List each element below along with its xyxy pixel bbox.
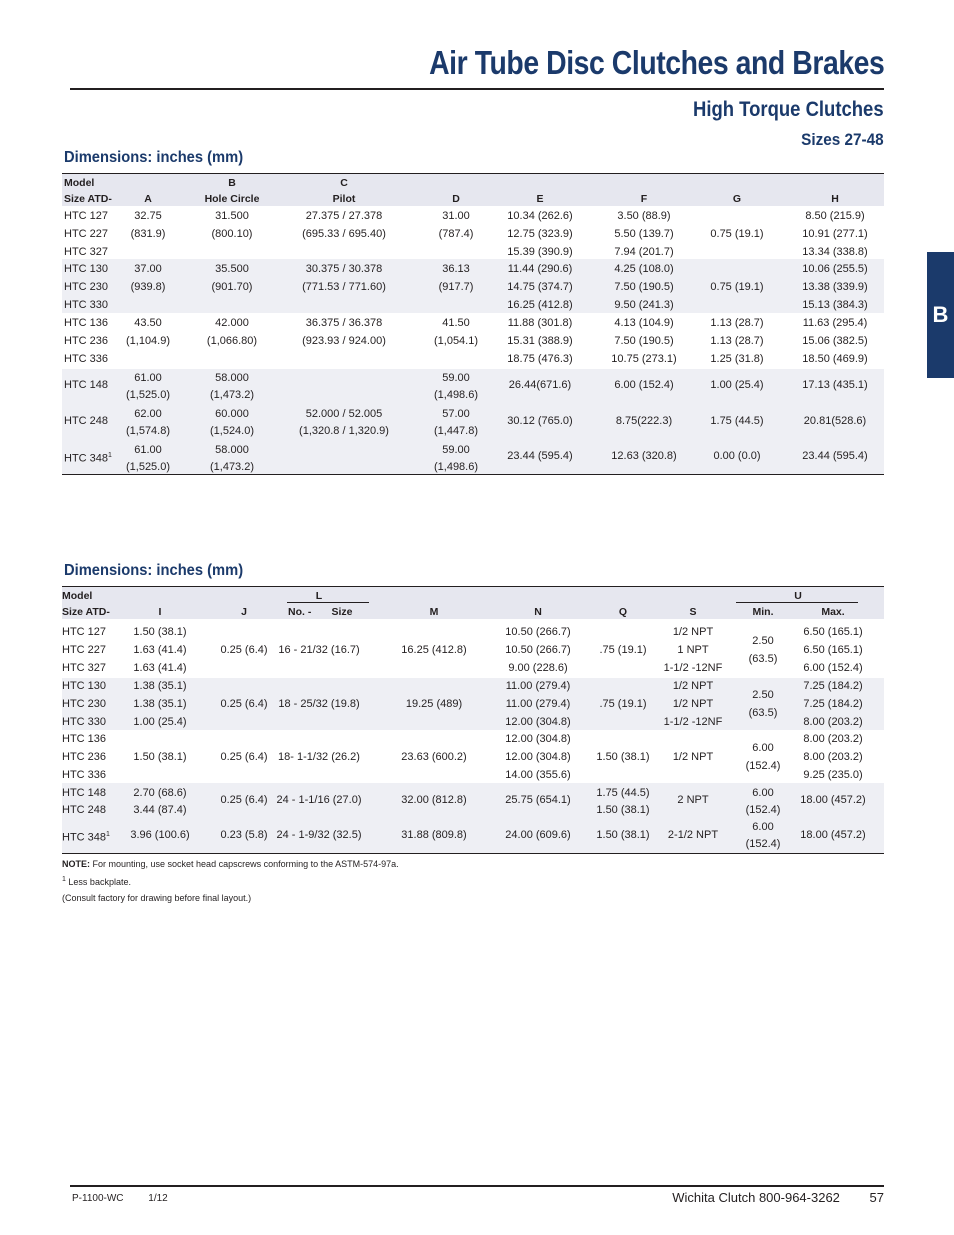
table-cell: 23.44 (595.4) [802,450,868,462]
value-cell: 15.06 (382.5) [802,334,868,347]
table-cell: 1.00 (25.4) [133,715,187,728]
table1-heading: Dimensions: inches (mm) [64,149,244,166]
table-cell: 6.00 [752,742,774,754]
company-phone: Wichita Clutch 800-964-3262 [672,1190,840,1205]
model-cell: HTC 127 [62,626,107,638]
sizes-label: Sizes 27-48 [801,130,884,149]
table-cell: 0.25 (6.4) [220,643,268,656]
table-cell: 1/2 NPT [672,626,714,638]
value-cell: 8.50 (215.9) [805,210,865,222]
col-size-atd: Size ATD- [62,606,110,618]
table-cell: 0.25 (6.4) [220,697,268,710]
model-cell: HTC 236 [62,750,107,763]
table-cell: 1.50 (38.1) [596,750,650,763]
table-cell: 1.50 (38.1) [133,626,187,638]
table-cell: 6.00 [752,821,774,833]
section-subtitle: High Torque Clutches [693,98,884,121]
table-cell: 18 - 25/32 (19.8) [278,697,360,710]
value-cell: (901.70) [211,280,253,293]
table-cell: 24 - 1-9/32 (32.5) [276,829,362,841]
table-cell: 14.00 (355.6) [505,768,571,781]
notes-block [62,856,399,906]
table-cell: 3.96 (100.6) [130,829,190,841]
value-cell: 43.50 [134,317,162,329]
table-cell: (152.4) [745,804,781,816]
table-cell: 1-1/2 -12NF [663,715,723,728]
value-cell: 35.500 [215,263,249,275]
table-cell: 11.00 (279.4) [505,697,571,710]
value-cell: (831.9) [130,227,166,240]
col-size-atd: Size ATD- [64,193,112,205]
table-cell: 12.00 (304.8) [505,715,571,728]
value-cell: (923.93 / 924.00) [302,334,386,347]
table-cell: 30.12 (765.0) [507,415,573,427]
model-cell: HTC 248 [62,804,107,816]
table-cell: 2 NPT [677,794,709,806]
table-cell: 24.00 (609.6) [505,829,571,841]
table-cell: 1-1/2 -12NF [663,661,723,674]
table-cell: (1,473.2) [209,461,255,473]
value-cell: 36.13 [442,263,470,275]
value-cell: 0.75 (19.1) [710,227,764,240]
table-cell: 2.50 [752,635,774,647]
value-cell: 13.38 (339.9) [802,280,868,293]
title-rule [70,88,884,90]
table-cell: 16 - 21/32 (16.7) [278,643,360,656]
table-cell: 10.50 (266.7) [505,643,571,656]
table-cell: 25.75 (654.1) [505,794,571,806]
table-cell: (1,473.2) [209,389,255,401]
model-cell: HTC 330 [64,298,109,311]
value-cell: 37.00 [134,263,162,275]
table-cell: 2.70 (68.6) [133,786,187,799]
table2-heading: Dimensions: inches (mm) [64,562,244,579]
table-cell: 8.00 (203.2) [803,750,863,763]
col-header: E [536,193,544,205]
table-cell: (1,525.0) [125,461,171,473]
table-cell: 61.00 [134,444,162,456]
model-cell: HTC 127 [64,210,109,222]
col-model: Model [62,590,93,602]
col-header: Hole Circle [204,193,260,205]
model-cell: HTC 236 [64,334,109,347]
value-cell: 7.50 (190.5) [614,334,674,347]
value-cell: (1,066.80) [206,334,258,347]
value-cell: (771.53 / 771.60) [302,280,386,293]
table-cell: 61.00 [134,372,162,384]
model-cell: HTC $348^1$ [62,831,110,844]
table-cell: (1,498.6) [433,461,479,473]
table-cell: 1.63 (41.4) [133,643,187,656]
model-cell: HTC 327 [64,245,109,258]
value-cell: 10.06 (255.5) [802,263,868,275]
col-header: D [452,193,460,205]
value-cell: 41.50 [442,317,470,329]
table-cell: (63.5) [748,706,778,719]
table-cell: 12.63 (320.8) [611,450,677,462]
value-cell: (939.8) [130,280,166,293]
table-cell: 9.25 (235.0) [803,768,863,781]
table-cell: 6.00 (152.4) [614,379,674,391]
col-i: I [158,606,162,618]
value-cell: 1.25 (31.8) [710,352,764,365]
value-cell: 4.13 (104.9) [614,317,674,329]
value-cell: 0.75 (19.1) [710,280,764,293]
table-cell: 58.000 [215,372,249,384]
table-cell: 1.38 (35.1) [133,697,187,710]
table-cell: 18.00 (457.2) [800,794,866,806]
table-cell: 16.25 (412.8) [401,643,467,656]
col-l-top: L [315,590,323,602]
model-cell: HTC 130 [62,680,107,692]
table-cell: 6.50 (165.1) [803,643,863,656]
section-tab: B [927,252,954,378]
table2-top-rule [62,586,884,587]
value-cell: 1.13 (28.7) [710,334,764,347]
value-cell: 18.50 (469.9) [802,352,868,365]
table-cell: 19.25 (489) [405,697,463,710]
table-cell: 58.000 [215,444,249,456]
table-cell: 1/2 NPT [672,680,714,692]
page-number: 57 [869,1190,884,1205]
table-cell: 1.00 (25.4) [710,379,764,391]
model-cell: HTC 136 [62,733,107,745]
table-cell: 0.25 (6.4) [220,794,268,806]
table-cell: 26.44(671.6) [508,379,572,391]
value-cell: 7.50 (190.5) [614,280,674,293]
value-cell: 15.39 (390.9) [507,245,573,258]
value-cell: 13.34 (338.8) [802,245,868,258]
table-cell: 62.00 [134,408,162,420]
footer-rule [70,1185,884,1187]
table-cell: 12.00 (304.8) [505,750,571,763]
col-header: H [831,193,839,205]
col-n: N [534,606,542,618]
value-cell: (787.4) [438,227,474,240]
value-cell: 7.94 (201.7) [614,245,674,258]
model-cell: HTC 136 [64,317,109,329]
table1-bottom-rule [62,474,884,475]
table-cell: 10.50 (266.7) [505,626,571,638]
value-cell: 11.63 (295.4) [802,317,868,329]
table-cell: 17.13 (435.1) [802,379,868,391]
table-cell: 2-1/2 NPT [667,829,719,841]
table-cell: 1.50 (38.1) [596,829,650,841]
col-size: Size [331,606,353,618]
col-header: F [640,193,648,205]
table-cell: 6.00 (152.4) [803,661,863,674]
doc-date: 1/12 [148,1193,168,1204]
footnote-text: Less backplate. [68,877,131,887]
model-cell: HTC 148 [62,786,107,799]
table-cell: (1,498.6) [433,389,479,401]
table-cell: 59.00 [442,444,470,456]
value-cell: 15.31 (388.9) [507,334,573,347]
table1-top-rule [62,173,884,174]
page-title: Air Tube Disc Clutches and Brakes [428,44,884,81]
table-cell: 6.00 [752,786,774,799]
table-cell: 3.44 (87.4) [133,804,187,816]
value-cell: 10.75 (273.1) [611,352,677,365]
table-cell: 23.63 (600.2) [401,750,467,763]
col-header: G [732,193,742,205]
table-cell: (1,447.8) [433,425,479,437]
col-m: M [429,606,439,618]
table-cell: 23.44 (595.4) [507,450,573,462]
table-cell: 6.50 (165.1) [803,626,863,638]
table-cell: 60.000 [215,408,249,420]
col-u-max: Max. [821,606,845,618]
value-cell: 10.34 (262.6) [507,210,573,222]
table2-bottom-rule [62,853,884,854]
table-cell: 1/2 NPT [672,697,714,710]
model-cell: HTC $348^1$ [64,452,112,465]
value-cell: (1,054.1) [433,334,479,347]
table-cell: 18.00 (457.2) [800,829,866,841]
value-cell: 5.50 (139.7) [614,227,674,240]
table-cell: .75 (19.1) [599,697,647,710]
value-cell: 3.50 (88.9) [617,210,671,222]
table-cell: 7.25 (184.2) [803,680,863,692]
value-cell: (695.33 / 695.40) [302,227,386,240]
value-cell: 30.375 / 30.378 [305,263,383,275]
table-cell: 1.63 (41.4) [133,661,187,674]
value-cell: 18.75 (476.3) [507,352,573,365]
model-cell: HTC 227 [62,643,107,656]
table-cell: 1.75 (44.5) [596,786,650,799]
table-cell: 8.00 (203.2) [803,733,863,745]
model-cell: HTC 230 [62,697,107,710]
table-cell: 1.50 (38.1) [596,804,650,816]
model-cell: HTC 330 [62,715,107,728]
value-cell: 27.375 / 27.378 [305,210,383,222]
table-cell: 59.00 [442,372,470,384]
value-cell: 14.75 (374.7) [507,280,573,293]
col-q: Q [618,606,628,618]
table-cell: 24 - 1-1/16 (27.0) [276,794,362,806]
model-cell: HTC 148 [64,379,109,391]
consult-text: (Consult factory for drawing before final layout.) [62,893,252,903]
table-cell: 2.50 [752,689,774,701]
table-cell: 1/2 NPT [672,750,714,763]
model-cell: HTC 327 [62,661,107,674]
value-cell: 31.00 [442,210,470,222]
col-header: Pilot [332,193,356,205]
value-cell: 32.75 [134,210,162,222]
value-cell: (917.7) [438,280,474,293]
table-cell: 8.00 (203.2) [803,715,863,728]
value-cell: 9.50 (241.3) [614,298,674,311]
u-underline [736,602,858,603]
col-u-min: Min. [752,606,774,618]
table-cell: 31.88 (809.8) [401,829,467,841]
table-cell: (1,525.0) [125,389,171,401]
table-cell: 0.25 (6.4) [220,750,268,763]
col-no: No. - [288,606,312,618]
value-cell: 1.13 (28.7) [710,317,764,329]
table-cell: 8.75(222.3) [615,415,673,427]
col-b-top: B [228,177,236,189]
footer-code [72,1193,168,1204]
col-c-top: C [340,177,348,189]
value-cell: 36.375 / 36.378 [305,317,383,329]
note-text: For mounting, use socket head capscrews conforming to the ASTM-574-97a. [90,859,399,869]
l-underline [287,602,369,603]
model-cell: HTC 230 [64,280,109,293]
model-cell: HTC 227 [64,227,109,240]
model-cell: HTC 336 [64,352,109,365]
doc-code: P-1100-WC [72,1193,124,1204]
table-cell: (1,320.8 / 1,320.9) [299,425,389,437]
table-cell: 1.50 (38.1) [133,750,187,763]
footnote-superscript: 1 [106,831,110,838]
col-u-top: U [794,590,802,602]
value-cell: 4.25 (108.0) [614,263,674,275]
value-cell: (1,104.9) [125,334,171,347]
table-cell: 18- 1-1/32 (26.2) [278,750,360,763]
footnote-superscript: 1 [108,452,112,459]
table-cell: 7.25 (184.2) [803,697,863,710]
table-cell: (1,574.8) [125,425,171,437]
value-cell: 11.44 (290.6) [507,263,573,275]
note-label: NOTE: [62,859,90,869]
table-cell: (63.5) [748,652,778,665]
table-cell: 52.000 / 52.005 [305,408,383,420]
table-cell: .75 (19.1) [599,643,647,656]
model-cell: HTC 336 [62,768,107,781]
table-cell: (152.4) [745,838,781,850]
model-cell: HTC 130 [64,263,109,275]
table1-body [62,173,884,475]
col-j: J [241,606,247,618]
col-model: Model [64,177,95,189]
table-cell: 11.00 (279.4) [505,680,571,692]
table-cell: 20.81(528.6) [803,415,867,427]
table-cell: 1.75 (44.5) [710,415,764,427]
col-s: S [689,606,697,618]
footnote-mark: 1 [62,876,66,883]
table-cell: 57.00 [442,408,470,420]
table-cell: 1 NPT [677,643,709,656]
table-cell: (152.4) [745,759,781,772]
value-cell: 42.000 [215,317,249,329]
value-cell: 15.13 (384.3) [802,298,868,311]
table-cell: 1.38 (35.1) [133,680,187,692]
value-cell: 12.75 (323.9) [507,227,573,240]
value-cell: 11.88 (301.8) [507,317,573,329]
col-header: A [144,193,152,205]
value-cell: (800.10) [211,227,253,240]
dimensions-table-2 [62,586,884,854]
table-cell: 0.00 (0.0) [713,450,761,462]
table-cell: 0.23 (5.8) [220,829,268,841]
value-cell: 10.91 (277.1) [802,227,868,240]
table-cell: (1,524.0) [209,425,255,437]
model-cell: HTC 248 [64,415,109,427]
footer-contact [672,1190,884,1205]
table-cell: 32.00 (812.8) [401,794,467,806]
value-cell: 31.500 [215,210,249,222]
table-cell: 12.00 (304.8) [505,733,571,745]
value-cell: 16.25 (412.8) [507,298,573,311]
table-cell: 9.00 (228.6) [508,661,568,674]
